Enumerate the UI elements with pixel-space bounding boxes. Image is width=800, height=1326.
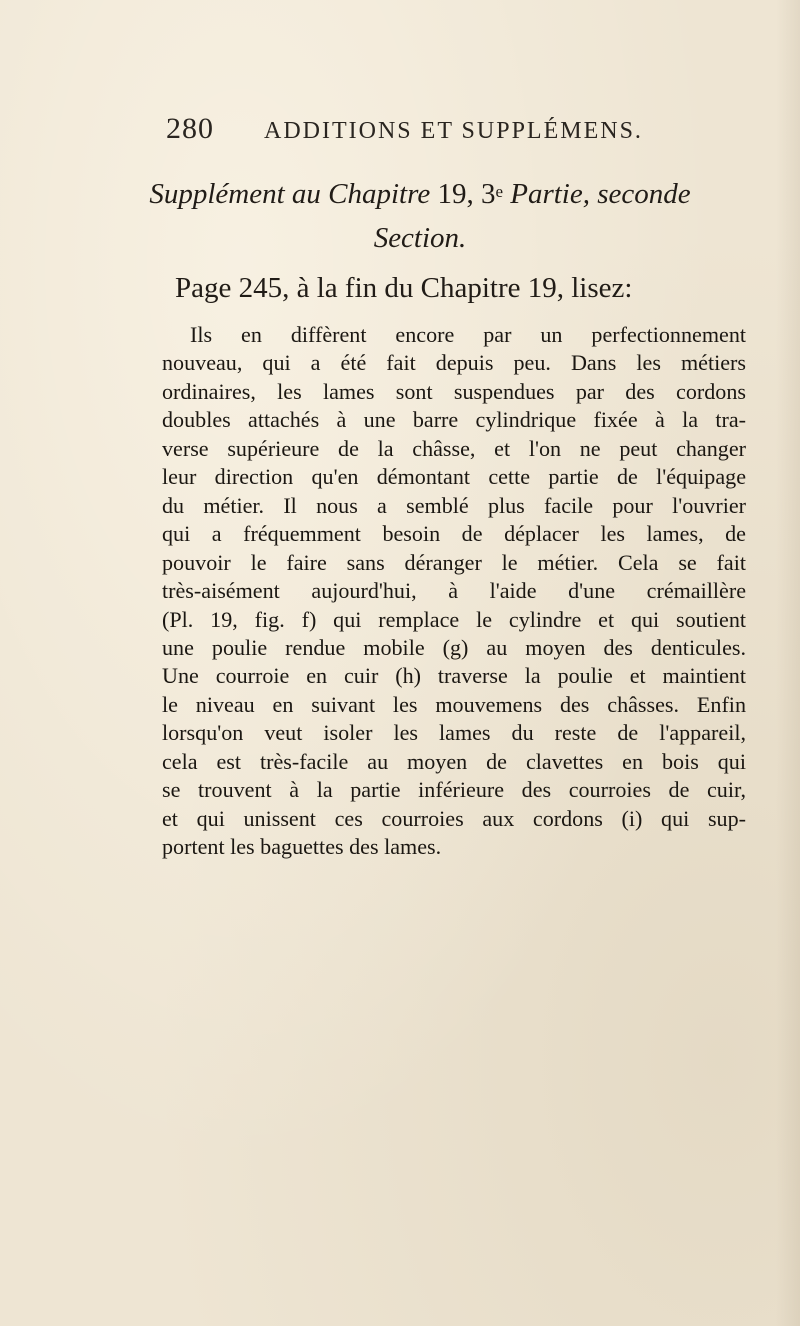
section-heading-part-b: , 3 xyxy=(466,178,496,210)
body-line: ordinaires, les lames sont suspendues par des cordons xyxy=(162,378,746,404)
body-line: Ils en diffèrent encore par un perfectionnement xyxy=(190,322,746,347)
body-line: verse supérieure de la châsse, et l'on ne peut changer xyxy=(162,435,746,461)
section-heading xyxy=(140,172,700,260)
body-line: Une courroie en cuir (h) traverse la poulie et maintient xyxy=(162,663,746,689)
body-line: portent les baguettes des lames. xyxy=(162,834,442,860)
page-header xyxy=(166,112,766,146)
section-heading-part-c: Partie, seconde xyxy=(503,178,691,210)
body-line: cela est très-facile au moyen de clavettes en bois qui xyxy=(162,748,746,774)
body-line: qui a fréquemment besoin de déplacer les lames, de xyxy=(162,521,746,547)
section-heading-part-a: Supplément au Chapitre xyxy=(149,178,438,210)
running-head: ADDITIONS ET SUPPLÉMENS. xyxy=(264,118,643,144)
body-line: doubles attachés à une barre cylindrique fixée à la tra- xyxy=(162,407,746,433)
section-heading-superscript: e xyxy=(495,182,503,201)
body-line: une poulie rendue mobile (g) au moyen des denticules. xyxy=(162,634,746,660)
body-line: se trouvent à la partie inférieure des courroies de cuir, xyxy=(162,777,746,803)
section-heading-chapter-number: 19 xyxy=(437,178,467,210)
page-edge-shadow xyxy=(776,0,800,1326)
lead-line: Page 245, à la fin du Chapitre 19, lisez: xyxy=(175,272,633,304)
page-number: 280 xyxy=(166,112,214,145)
section-heading-line-1 xyxy=(140,172,700,216)
body-line: très-aisément aujourd'hui, à l'aide d'une crémaillère xyxy=(162,578,746,604)
body-line: nouveau, qui a été fait depuis peu. Dans les métiers xyxy=(162,350,746,376)
body-line: lorsqu'on veut isoler les lames du reste de l'appareil, xyxy=(162,720,746,746)
body-line: le niveau en suivant les mouvemens des châsses. Enfin xyxy=(162,691,746,717)
body-line: (Pl. 19, fig. f) qui remplace le cylindre et qui soutient xyxy=(162,606,746,632)
body-line: leur direction qu'en démontant cette partie de l'équipage xyxy=(162,464,746,490)
body-paragraph xyxy=(162,321,746,862)
body-line: pouvoir le faire sans déranger le métier. Cela se fait xyxy=(162,549,746,575)
body-line: du métier. Il nous a semblé plus facile pour l'ouvrier xyxy=(162,492,746,518)
body-line: et qui unissent ces courroies aux cordons (i) qui sup- xyxy=(162,805,746,831)
section-heading-line-2: Section. xyxy=(373,222,467,254)
